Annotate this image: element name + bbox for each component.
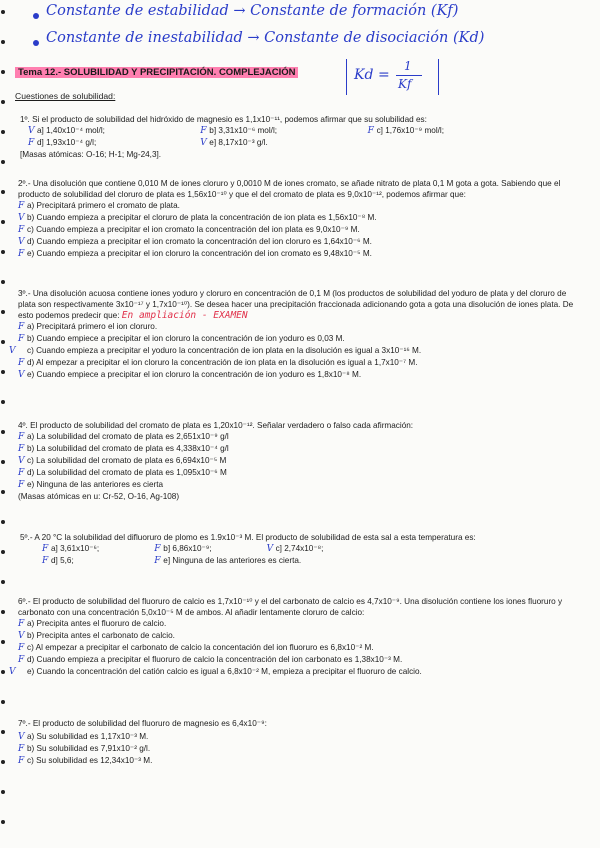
kd-formula: [346, 57, 442, 97]
page-title: Tema 12.- SOLUBILIDAD Y PRECIPITACIÓN. COMPLEJACIÓN: [15, 67, 298, 78]
answer-mark: V: [18, 370, 25, 380]
answer-mark: F: [18, 358, 25, 368]
option-text: c) Cuando empieza a precipitar el ion cromato la concentración del ion plata es 9,0x10⁻⁹ M.: [27, 225, 360, 234]
answer-mark: F: [18, 655, 25, 665]
answer-mark: V: [18, 631, 25, 641]
option-text: c) Cuando empieza a precipitar el yoduro la concentración de ion plata en la disolución es igual a 3x10⁻¹⁶ M.: [27, 346, 422, 355]
answer-mark: V: [18, 456, 25, 466]
question-4: [18, 420, 583, 502]
question-stem: 4º. El producto de solubilidad del cromato de plata es 1,20x10⁻¹². Señalar verdadero o falso cada afirmación:: [18, 421, 414, 430]
option-text: e) Ninguna de las anteriores es cierta: [27, 480, 164, 489]
answer-mark: F: [18, 444, 25, 454]
answer-mark: V: [28, 126, 35, 136]
option-text: e) Cuando empiece a precipitar el ion cloruro la concentración de ion yoduro es 1,8x10⁻⁸ M.: [27, 370, 362, 379]
option-text: b) Precipita antes el carbonato de calcio.: [27, 631, 175, 640]
header-note-1: Constante de estabilidad → Constante de formación (Kf): [46, 3, 459, 19]
answer-mark: V: [9, 667, 16, 677]
question-3: [9, 288, 583, 381]
answer-mark: F: [18, 432, 25, 442]
question-5: [20, 532, 580, 567]
option-text: a] 3,61x10⁻⁶;: [51, 544, 100, 553]
option-text: c) Su solubilidad es 12,34x10⁻³ M.: [27, 756, 153, 765]
question-1: [20, 114, 580, 160]
answer-mark: F: [28, 138, 35, 148]
answer-mark: F: [18, 225, 25, 235]
answer-mark: F: [18, 201, 25, 211]
answer-mark: F: [18, 322, 25, 332]
question-7: [18, 718, 583, 767]
answer-mark: F: [18, 643, 25, 653]
formula-num: 1: [404, 59, 412, 73]
option-text: b] 3,31x10⁻⁶ mol/l;: [209, 126, 278, 135]
question-note: [Masas atómicas: O-16; H-1; Mg-24,3].: [20, 150, 162, 159]
option-text: c) Al empezar a precipitar el carbonato de calcio la concentación del ion fluoruro es 6,8x10⁻² M.: [27, 643, 374, 652]
option-text: a] 1,40x10⁻⁴ mol/l;: [37, 126, 105, 135]
option-text: e) Cuando la concentración del catión calcio es igual a 6,8x10⁻² M, empieza a precipitar el fluoruro de calcio.: [27, 667, 422, 676]
answer-mark: V: [266, 544, 274, 554]
option-text: d) Cuando empieza a precipitar el fluoruro de calcio la concentración del ion carbonato es 1,38x10⁻³ M.: [27, 655, 403, 664]
answer-mark: F: [18, 756, 25, 766]
question-note: (Masas atómicas en u: Cr-52, O-16, Ag-108): [18, 492, 180, 501]
note-bullet: [33, 40, 39, 46]
option-text: d] 1,93x10⁻⁴ g/l;: [37, 138, 97, 147]
question-stem: 6º.- El producto de solubilidad del fluoruro de calcio es 1,7x10⁻¹⁰ y el del carbonato de calcio es 4,7x10⁻⁹. Una disolución contiene los iones fluoruro y carbonato con una concentración 5,0x10⁻⁵ M de ambos. Al añadir lentamente cloruro de calcio:: [18, 597, 563, 617]
header-note-2: Constante de inestabilidad → Constante de disociación (Kd): [46, 30, 485, 46]
answer-mark: F: [18, 619, 25, 629]
note-bullet: [33, 13, 39, 19]
exam-annotation: En ampliación - EXAMEN: [121, 310, 248, 321]
option-text: b) Cuando empiece a precipitar el ion cloruro la concentración de ion yoduro es 0,03 M.: [27, 334, 345, 343]
option-text: a) La solubilidad del cromato de plata es 2,651x10⁻⁹ g/l: [27, 432, 229, 441]
question-stem: 5º.- A 20 °C la solubilidad del difluoruro de plomo es 1.9x10⁻³ M. El producto de solubilidad de esta sal a esta temperatura es:: [20, 533, 476, 542]
option-text: e] 8,17x10⁻³ g/l.: [209, 138, 268, 147]
answer-mark: F: [42, 556, 49, 566]
answer-mark: F: [367, 126, 374, 136]
question-stem: 3º.- Una disolución acuosa contiene iones yoduro y cloruro en concentración de 0,1 M (los productos de solubilidad del yoduro de plata y del cloruro de plata son respectivamente 3x10⁻¹⁷ y 1,7x10⁻¹⁰). Se desea hacer una precipitación fraccionada adicionando gota a gota una disolución de iones plata. De esto podemos predecir que:: [18, 289, 574, 320]
answer-mark: F: [18, 249, 25, 259]
answer-mark: V: [9, 346, 16, 356]
option-text: c] 2,74x10⁻⁸;: [275, 544, 324, 553]
option-text: c) La solubilidad del cromato de plata es 6,694x10⁻⁵ M: [27, 456, 227, 465]
option-text: a) Precipita antes el fluoruro de calcio.: [27, 619, 167, 628]
formula-lhs: Kd: [354, 67, 374, 83]
option-text: b) Su solubilidad es 7,91x10⁻² g/l.: [27, 744, 151, 753]
answer-mark: V: [200, 138, 207, 148]
answer-mark: V: [18, 213, 25, 223]
question-stem: 2º.- Una disolución que contiene 0,010 M de iones cloruro y 0,0010 M de iones cromato, se añade nitrato de plata 0,1 M gota a gota. Sabiendo que el producto de solubilidad del cloruro de plata es 1,56x10⁻¹⁰ y que el del cromato de plata es 9,0x10⁻¹², podemos afirmar que:: [18, 179, 561, 199]
answer-mark: V: [18, 237, 25, 247]
formula-den: Kf: [398, 77, 412, 91]
answer-mark: F: [18, 744, 25, 754]
option-text: b] 6,86x10⁻⁹;: [163, 544, 212, 553]
option-text: d) Al empezar a precipitar el ion cloruro la concentración de ion plata en la disolución es igual a 1,7x10⁻⁷ M.: [27, 358, 418, 367]
question-stem: 7º.- El producto de solubilidad del fluoruro de magnesio es 6,4x10⁻⁹:: [18, 719, 267, 728]
answer-mark: F: [18, 480, 25, 490]
answer-mark: F: [18, 334, 25, 344]
option-text: b) La solubilidad del cromato de plata es 4,338x10⁻⁴ g/l: [27, 444, 229, 453]
option-text: a) Su solubilidad es 1,17x10⁻³ M.: [27, 732, 149, 741]
answer-mark: F: [18, 468, 25, 478]
option-text: b) Cuando empieza a precipitar el cloruro de plata la concentración de ion plata es 1,56x10⁻⁸ M.: [27, 213, 377, 222]
option-text: a) Precipitará primero el ion cloruro.: [27, 322, 158, 331]
question-stem: 1º. Si el producto de solubilidad del hidróxido de magnesio es 1,1x10⁻¹¹, podemos afirmar que su solubilidad es:: [20, 115, 427, 124]
option-text: e] Ninguna de las anteriores es cierta.: [163, 556, 302, 565]
option-text: d) La solubilidad del cromato de plata es 1,095x10⁻⁶ M: [27, 468, 227, 477]
answer-mark: F: [42, 544, 49, 554]
option-text: a) Precipitará primero el cromato de plata.: [27, 201, 180, 210]
option-text: d) Cuando empieza a precipitar el ion cromato la concentración del ion cloruro es 1,64x10⁻⁶ M.: [27, 237, 372, 246]
answer-mark: F: [154, 544, 161, 554]
option-text: c] 1,76x10⁻⁹ mol/l;: [376, 126, 445, 135]
answer-mark: F: [200, 126, 207, 136]
answer-mark: F: [154, 556, 161, 566]
question-6: [9, 596, 583, 678]
answer-mark: V: [18, 732, 25, 742]
option-text: d] 5,6;: [51, 556, 74, 565]
option-text: e) Cuando empieza a precipitar el ion cloruro la concentración del ion cromato es 9,48x10⁻⁵ M.: [27, 249, 372, 258]
question-2: [18, 178, 583, 260]
formula-eq: =: [378, 67, 390, 83]
section-heading: Cuestiones de solubilidad:: [15, 91, 116, 101]
